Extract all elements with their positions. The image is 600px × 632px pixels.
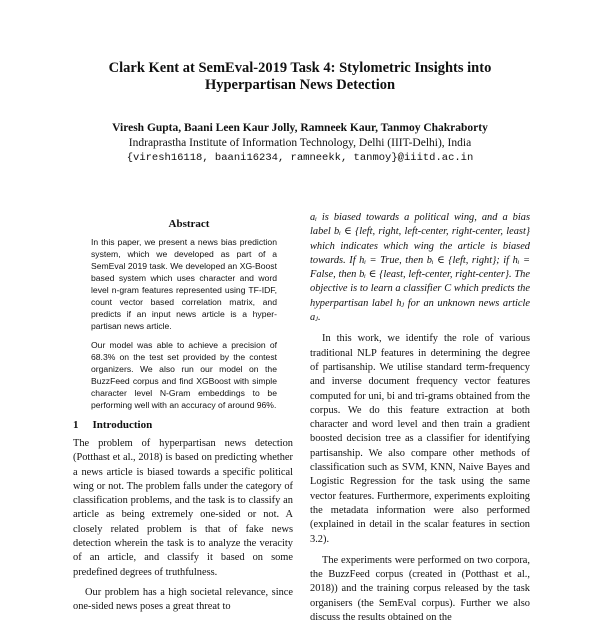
right-paragraph-2: The experiments were performed on two corpora, the BuzzFeed corpus (created in (Potthast et al., 2018)) and the training corpus released by the task organisers (the SemEval corpus). Further we also discuss the results obtained on the (310, 554, 530, 624)
abstract-heading: Abstract (168, 218, 210, 230)
introduction-body (73, 437, 293, 621)
right-column-body (310, 211, 530, 632)
paper-title (60, 60, 540, 94)
right-paragraph-1: In this work, we identify the role of various traditional NLP features in determining the degree of partisanship. We utilise standard term-frequency and inverse document frequency vector features computed for uni, bi and tri-grams obtained from the corpus. We do this feature extraction at both character and word level and then train a gradient boosted decision tree as a classifier for identifying partisanship. We also compare other methods of classification such as SVM, KNN, Naive Bayes and Logistic Regression for the task using the same vector features. Furthermore, experiments exploiting the metadata information were also performed (explained in detail in the scalar features in section 3.2). (310, 333, 530, 545)
intro-paragraph-2: Our problem has a high societal relevance, since one-sided news poses a great threat to (73, 586, 293, 613)
title-line-2: Hyperpartisan News Detection (204, 77, 396, 93)
author-emails: {viresh16118, baani16234, ramneekk, tanmoy}@iiitd.ac.in (126, 152, 474, 164)
affiliation: Indraprastha Institute of Information Technology, Delhi (IIIT-Delhi), India (128, 137, 472, 149)
abstract-paragraph-1: In this paper, we present a news bias prediction system, which we developed as part of a SemEval 2019 task. We developed an XG-Boost based system which uses character and word level n-gram features represented using TF-IDF, count vector based correlation matrix, and predicts if an input news article is a hyper-partisan news article. (91, 237, 277, 331)
abstract-body (91, 236, 277, 418)
authors: Viresh Gupta, Baani Leen Kaur Jolly, Ramneek Kaur, Tanmoy Chakraborty (112, 122, 488, 134)
section-heading-introduction (73, 419, 293, 431)
section-number: 1 (73, 419, 79, 431)
intro-paragraph-1: The problem of hyperpartisan news detection (Potthast et al., 2018) is based on predicting whether a news article is biased towards a specific political wing or not. The problem falls under the category of classification problems, and the task is to classify an article as being extremely one-sided or not. A closely related problem is that of fake news detection wherein the task is to analyze the veracity of an article, and classify it based on some predefined degrees of truthfulness. (73, 438, 293, 578)
problem-definition-paragraph: aᵢ is biased towards a political wing, and a bias label bᵢ ∈ {left, right, left-center, right-center, least} which indicates which wing the article is biased towards. If hᵢ = True, then bᵢ ∈ {left, right}; if hᵢ = False, then bᵢ ∈ {least, left-center, right-center}. The objective is to learn a classifier C which predicts the hyperpartisan label hⱼ for an unknown news article aⱼ. (310, 212, 530, 324)
title-line-1: Clark Kent at SemEval-2019 Task 4: Stylometric Insights into (108, 60, 492, 76)
section-title: Introduction (92, 419, 153, 431)
abstract-paragraph-2: Our model was able to achieve a precision of 68.3% on the test set provided by the contest organizers. We also run our model on the BuzzFeed corpus and find XGBoost with simple character level N-Gram embeddings to be performing well with an accuracy of around 96%. (91, 340, 277, 410)
